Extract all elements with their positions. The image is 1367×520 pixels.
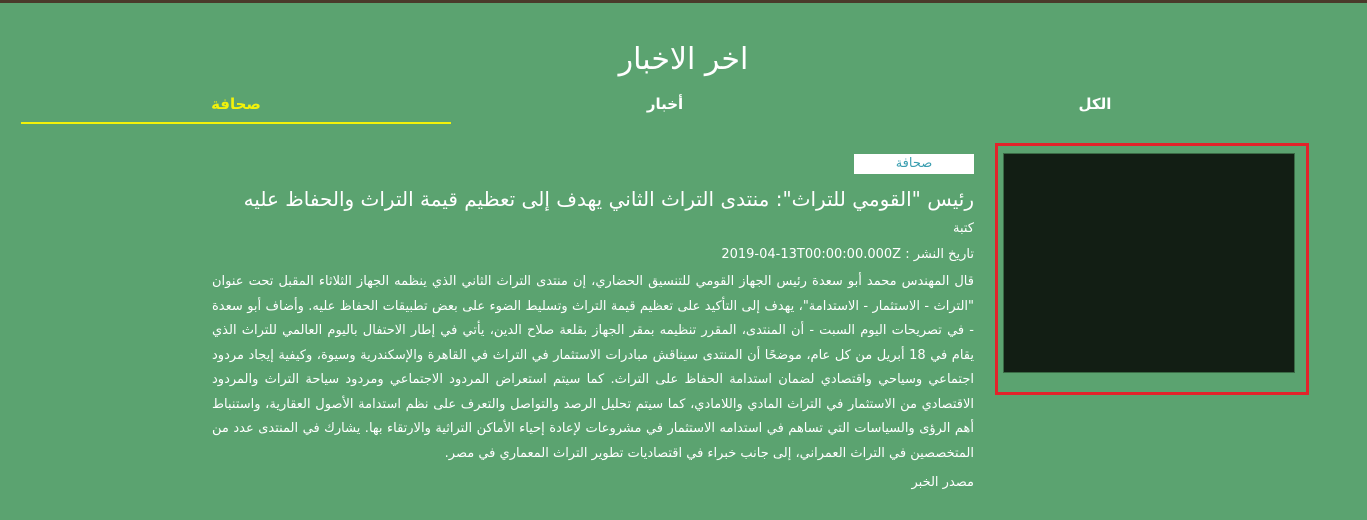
- publish-date-value: 2019-04-13T00:00:00.000Z: [721, 247, 902, 262]
- top-border: [0, 0, 1367, 3]
- news-source-label: مصدر الخبر: [911, 475, 974, 490]
- tab-press[interactable]: صحافة: [21, 92, 451, 124]
- article-author: كتبة: [952, 221, 974, 236]
- article-card: [212, 152, 974, 494]
- tab-news[interactable]: أخبار: [646, 95, 684, 113]
- article-image[interactable]: [1003, 153, 1295, 373]
- publish-date-label: تاريخ النشر :: [905, 247, 974, 262]
- article-body: قال المهندس محمد أبو سعدة رئيس الجهاز القومي للتنسيق الحضاري، إن منتدى التراث الثاني الذي ينظمه الجهاز الثلاثاء المقبل تحت عنوان "التراث - الاستثمار - الاستدامة"، يهدف إلى التأكيد على تعظيم قيمة التراث وتسليط الضوء على بعض تطبيقات الحفاظ عليه. وأضاف أبو سعدة - في تصريحات اليوم السبت - أن المنتدى، المقرر تنظيمه بمقر الجهاز بقلعة صلاح الدين، يأتي في إطار الاحتفال باليوم العالمي للتراث الذي يقام في 18 أبريل من كل عام، موضحًا أن المنتدى سيناقش مبادرات الاستثمار في التراث في القاهرة والإسكندرية وسيوة، وكيفية إيجاد مردود اجتماعي وسياحي واقتصادي لضمان استدامة الحفاظ على التراث. كما سيتم استعراض المردود الاجتماعي ومردود سياحة التراث والمردود الاقتصادي من الاستثمار في التراث المادي واللامادي، كما سيتم تحليل الرصد والتواصل والتعرف على نظم استدامة الأصول العقارية، واستنباط أهم الرؤى والسياسات التي تساهم في استدامه الاستثمار في مشروعات لإعادة إحياء الأماكن التراثية والارتقاء بها. يشارك في المنتدى عدد من المتخصصين في التراث العمراني، إلى جانب خبراء في اقتصاديات تطوير التراث المعماري في مصر.: [212, 274, 974, 461]
- tab-all[interactable]: الكل: [1078, 95, 1112, 113]
- page-title: اخر الاخبار: [618, 42, 749, 77]
- article-headline[interactable]: رئيس "القومي للتراث": منتدى التراث الثاني يهدف إلى تعظيم قيمة التراث والحفاظ عليه: [243, 187, 974, 211]
- category-badge[interactable]: صحافة: [854, 154, 974, 174]
- publish-date: [212, 246, 974, 264]
